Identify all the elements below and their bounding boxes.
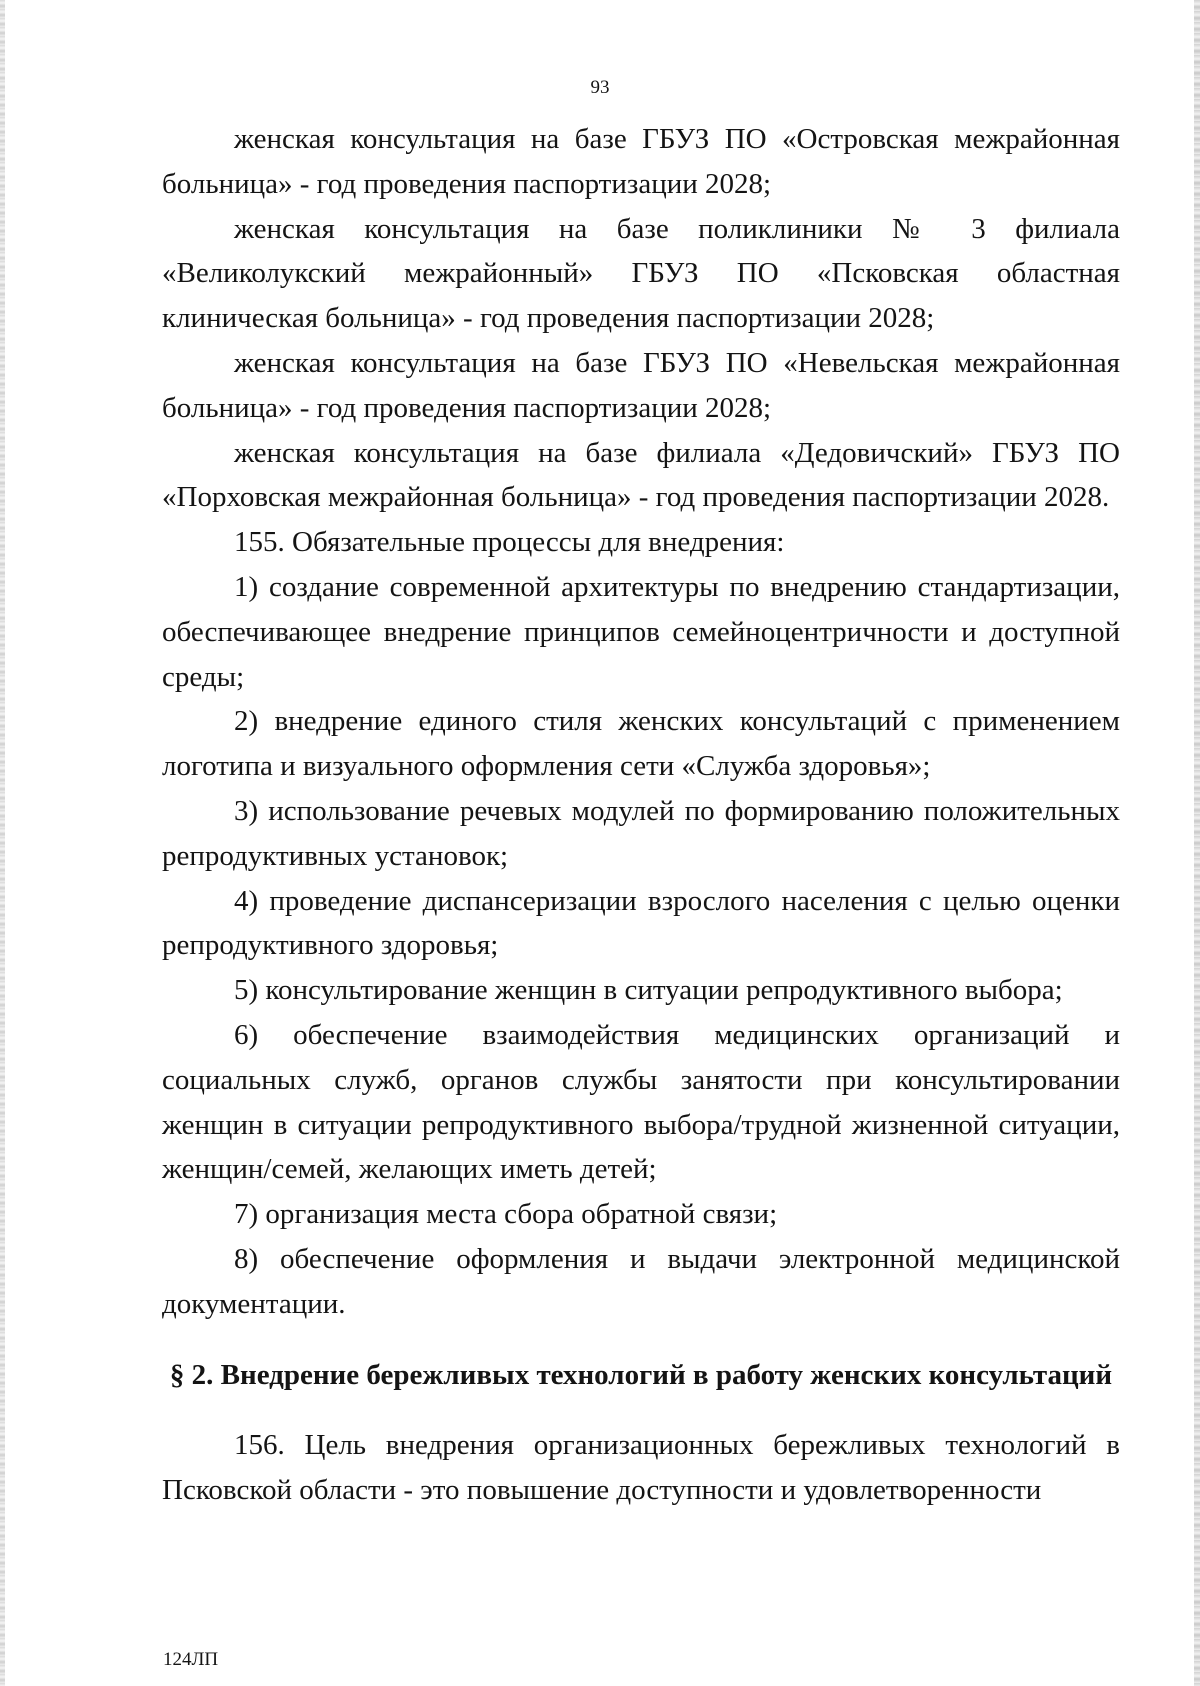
list-item-6: 6) обеспечение взаимодействия медицинских организаций и социальных служб, органов службы занятости при консультировании женщин в ситуации репродуктивного выбора/трудной жизненной ситуации, женщин/семей, желающих иметь детей;: [162, 1018, 1120, 1186]
list-item-7: 7) организация места сбора обратной связи;: [234, 1198, 778, 1231]
paragraph-consultation-dedovichi: женская консультация на базе филиала «Дедовичский» ГБУЗ ПО «Порховская межрайонная больница» - год проведения паспортизации 2028.: [162, 436, 1120, 514]
scan-edge-right: [1194, 0, 1200, 1686]
paragraph-consultation-ostrov: женская консультация на базе ГБУЗ ПО «Островская межрайонная больница» - год проведения паспортизации 2028;: [162, 123, 1120, 200]
list-item-2: 2) внедрение единого стиля женских консультаций с применением логотипа и визуального оформления сети «Служба здоровья»;: [162, 705, 1120, 783]
footer-document-code: 124ЛП: [163, 1649, 219, 1670]
list-item-8: 8) обеспечение оформления и выдачи электронной медицинской документации.: [162, 1242, 1120, 1320]
list-item-4: 4) проведение диспансеризации взрослого населения с целью оценки репродуктивного здоровья;: [162, 884, 1120, 962]
section-heading: § 2. Внедрение бережливых технологий в работу женских консультаций: [169, 1358, 1113, 1391]
scan-edge-left: [0, 0, 5, 1686]
paragraph-item-156: 156. Цель внедрения организационных бережливых технологий в Псковской области - это повышение доступности и удовлетворенности: [162, 1429, 1120, 1507]
list-item-5: 5) консультирование женщин в ситуации репродуктивного выбора;: [234, 974, 1063, 1007]
document-body: [162, 117, 1120, 1513]
paragraph-consultation-nevel: женская консультация на базе ГБУЗ ПО «Невельская межрайонная больница» - год проведения паспортизации 2028;: [162, 346, 1120, 424]
page-number: 93: [590, 77, 610, 98]
list-item-1: 1) создание современной архитектуры по внедрению стандартизации, обеспечивающее внедрение принципов семейноцентричности и доступной среды;: [162, 570, 1120, 693]
paragraph-consultation-velikie-luki: женская консультация на базе поликлиники № 3 филиала «Великолукский межрайонный» ГБУЗ ПО «Псковская областная клиническая больница» - год проведения паспортизации 2028;: [162, 212, 1120, 335]
list-item-3: 3) использование речевых модулей по формированию положительных репродуктивных установок;: [162, 794, 1120, 872]
paragraph-item-155: 155. Обязательные процессы для внедрения:: [234, 526, 785, 559]
